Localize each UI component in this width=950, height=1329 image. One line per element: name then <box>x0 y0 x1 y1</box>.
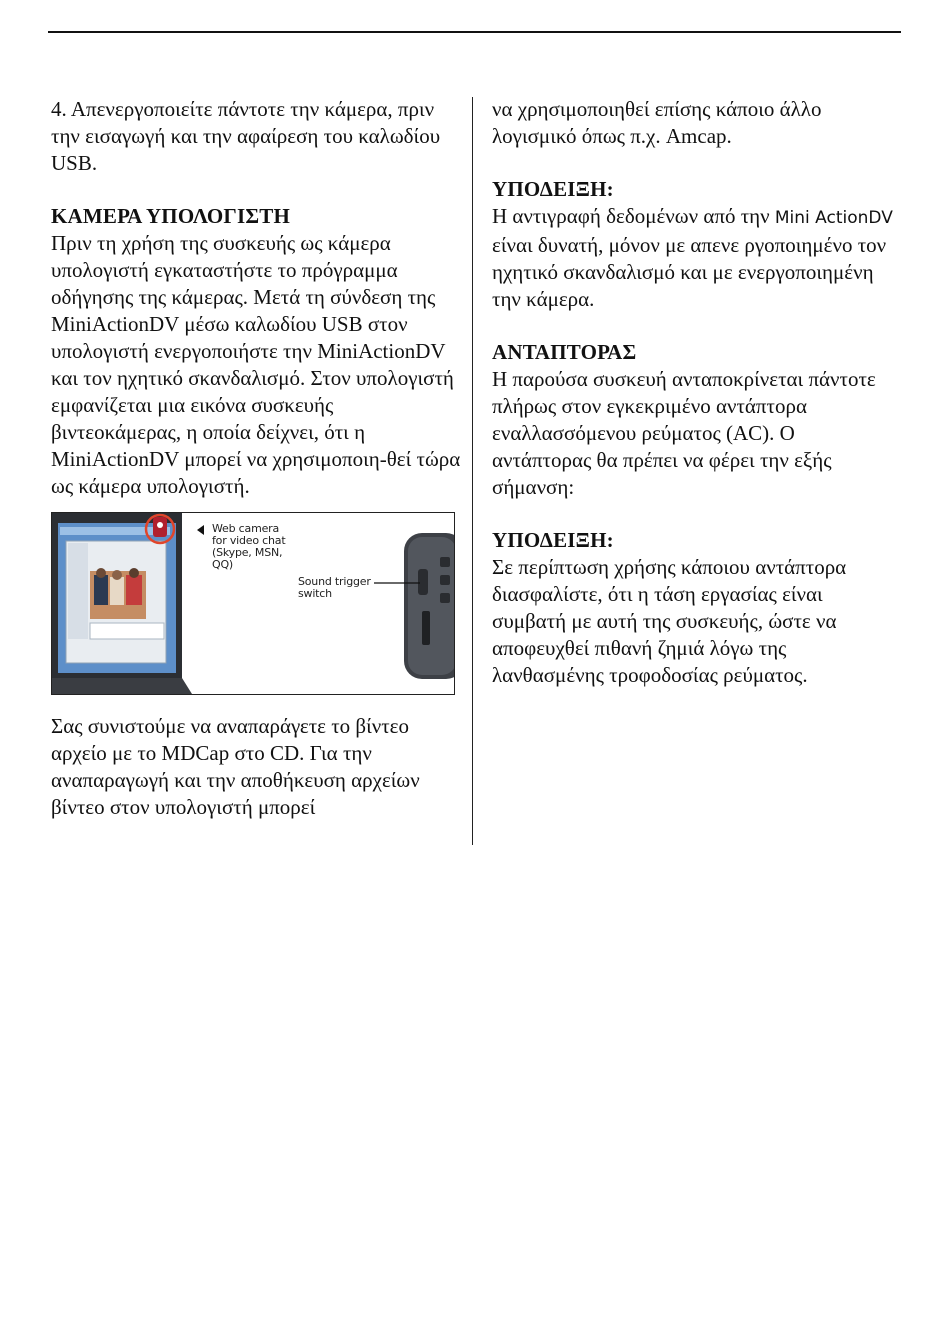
paragraph-adapter: Η παρούσα συσκευή ανταποκρίνεται πάντοτε πλήρως στον εγκεκριμένο αντάπτορα εναλλασσόμενου ρεύματος (AC). Ο αντάπτορας θα πρέπει να φέρει την εξής σήμανση: <box>492 367 876 499</box>
card-slot <box>422 611 430 645</box>
heading-adapter: ΑΝΤΑΠΤΟΡΑΣ <box>492 340 637 364</box>
paragraph-voltage-warning: Σε περίπτωση χρήσης κάποιου αντάπτορα διασφαλίστε, ότι η τάση εργασίας είναι συμβατή με αυτή της συσκευής, ώστε να αποφευχθεί πιθανή ζημιά λόγω της λανθασμένης τροφοδοσίας ρεύματος. <box>492 555 847 687</box>
product-name-inline: Mini ActionDV <box>774 208 893 228</box>
callout-sound-trigger: Sound trigger switch <box>298 575 371 600</box>
webcam-callout-arrow <box>197 525 204 535</box>
sound-trigger-switch <box>418 569 428 595</box>
callout-webcam: Web camera for video chat (Skype, MSN, QQ) <box>212 522 286 571</box>
heading-pc-camera: ΚΑΜΕΡΑ ΥΠΟΛΟΓΙΣΤΗ <box>51 204 291 228</box>
paragraph-data-copy <box>492 203 897 313</box>
left-column <box>51 96 461 821</box>
heading-note-1: ΥΠΟΔΕΙΞΗ: <box>492 177 614 201</box>
paragraph-data-copy-c: είναι δυνατή, μόνον με απενε ργοποιημένο τον ηχητικό σκανδαλισμό και με ενεργοποιημένη την κάμερα. <box>492 233 887 311</box>
column-divider <box>472 97 473 845</box>
right-column <box>492 96 897 689</box>
heading-note-2: ΥΠΟΔΕΙΞΗ: <box>492 528 614 552</box>
paragraph-data-copy-a: Η αντιγραφή δεδομένων από την <box>492 204 775 228</box>
paragraph-pc-camera: Πριν τη χρήση της συσκευής ως κάμερα υπολογιστή εγκαταστήστε το πρόγραμμα οδήγησης της κάμερας. Μετά τη σύνδεση της MiniActionDV μέσω καλωδίου USB στον υπολογιστή ενεργοποιήστε την MiniActionDV και τον ηχητικό σκανδαλισμό. Στον υπολογιστή εμφανίζεται μια εικόνα συσκευής βιντεοκάμερας, η οποία δείχνει, ότι η MiniActionDV μπορεί να χρησιμοποιη-θεί τώρα ως κάμερα υπολογιστή. <box>51 231 461 498</box>
laptop-base <box>52 678 192 694</box>
webcam-figure <box>51 512 455 695</box>
paragraph-playback: Σας συνιστούμε να αναπαράγετε το βίντεο αρχείο με το MDCap στο CD. Για την αναπαραγωγή και την αποθήκευση αρχείων βίντεο στον υπολογιστή μπορεί <box>51 714 420 819</box>
paragraph-other-software: να χρησιμοποιηθεί επίσης κάποιο άλλο λογισμικό όπως π.χ. Amcap. <box>492 97 822 148</box>
paragraph-usb-warning: 4. Απενεργοποιείτε πάντοτε την κάμερα, πριν την εισαγωγή και την αφαίρεση του καλωδίου USB. <box>51 97 441 175</box>
top-rule <box>48 31 901 33</box>
